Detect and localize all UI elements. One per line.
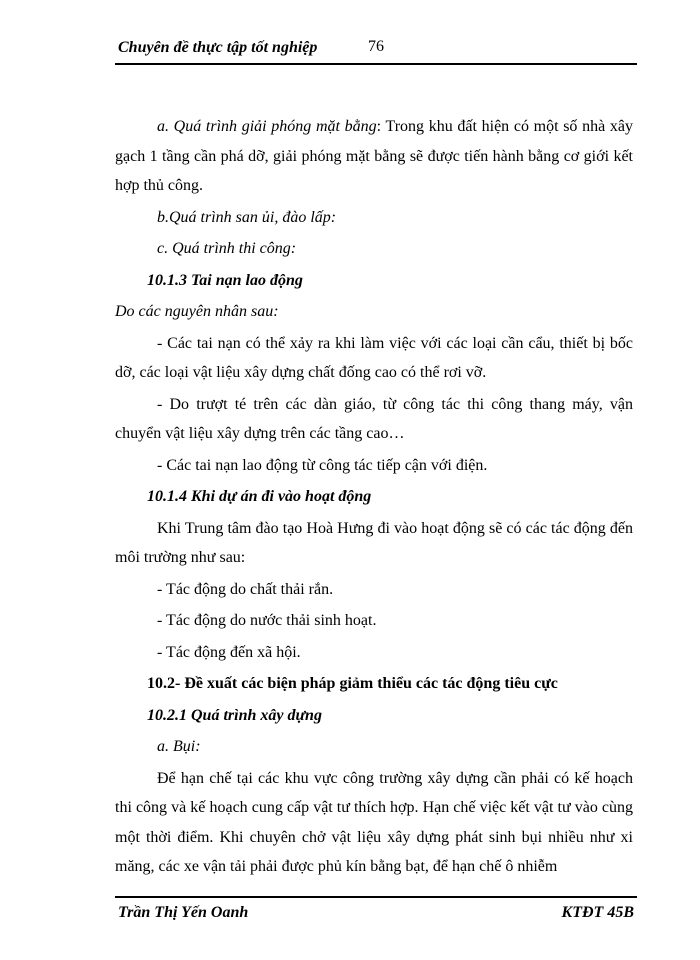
paragraph-dust-label: a. Bụi: bbox=[157, 738, 201, 755]
footer-rule bbox=[115, 896, 637, 898]
header-title: Chuyên đề thực tập tốt nghiệp bbox=[118, 39, 318, 56]
page-number: 76 bbox=[368, 38, 384, 55]
paragraph-text: : Trong khu đất hiện có một số nhà xây gạch 1 tầng cần phá dỡ, giải phóng mặt bằng sẽ được tiến hành bằng cơ giới kết hợp thủ công. bbox=[115, 118, 633, 194]
header-rule bbox=[115, 63, 637, 65]
paragraph-site-clearance bbox=[115, 112, 633, 201]
paragraph-electric: - Các tai nạn lao động từ công tác tiếp cận với điện. bbox=[157, 456, 488, 474]
paragraph-label: a. Quá trình giải phóng mặt bằng bbox=[157, 118, 377, 135]
paragraph-causes: Do các nguyên nhân sau: bbox=[115, 303, 279, 320]
paragraph-construction: c. Quá trình thi công: bbox=[157, 240, 297, 257]
paragraph-cranes: - Các tai nạn có thể xảy ra khi làm việc với các loại cần cẩu, thiết bị bốc dỡ, các loại vật liệu xây dựng chất đống cao có thể rơi vỡ. bbox=[115, 334, 633, 381]
footer-author: Trần Thị Yến Oanh bbox=[118, 904, 249, 921]
paragraph-scaffolding: - Do trượt té trên các dàn giáo, từ công tác thi công thang máy, vận chuyển vật liệu xây dựng trên các tầng cao… bbox=[115, 395, 633, 442]
paragraph-leveling: b.Quá trình san ủi, đào lấp: bbox=[157, 208, 337, 226]
footer-class-code: KTĐT 45B bbox=[561, 904, 634, 921]
section-heading-operation: 10.1.4 Khi dự án đi vào hoạt động bbox=[147, 488, 372, 505]
paragraph-operation: Khi Trung tâm đào tạo Hoà Hưng đi vào hoạt động sẽ có các tác động đến môi trường như sau: bbox=[115, 519, 633, 566]
list-item-solid-waste: - Tác động do chất thải rắn. bbox=[157, 580, 334, 598]
list-item-wastewater: - Tác động do nước thải sinh hoạt. bbox=[157, 612, 377, 629]
page-body bbox=[115, 112, 633, 884]
section-heading-construction: 10.2.1 Quá trình xây dựng bbox=[147, 706, 322, 724]
paragraph-dust: Để hạn chế tại các khu vực công trường xây dựng cần phải có kế hoạch thi công và kế hoạch cung cấp vật tư thích hợp. Hạn chế việc kết vật tư vào cùng một thời điểm. Khi chuyên chở vật liệu xây dựng phát sinh bụi nhiều như xi măng, các xe vận tải phải được phủ kín bằng bạt, để hạn chế ô nhiễm bbox=[115, 769, 633, 875]
section-heading-mitigation: 10.2- Đề xuất các biện pháp giảm thiểu các tác động tiêu cực bbox=[147, 675, 558, 692]
section-heading-accidents: 10.1.3 Tai nạn lao động bbox=[147, 271, 303, 289]
list-item-social: - Tác động đến xã hội. bbox=[157, 643, 301, 661]
